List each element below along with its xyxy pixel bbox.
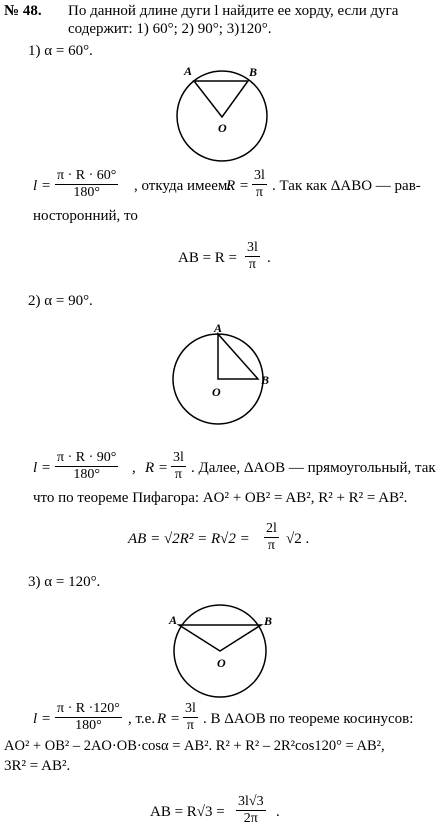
case3-label-b: B [264, 614, 273, 628]
case2-result-den: π [267, 538, 275, 553]
case2-comma: , [132, 460, 136, 476]
case2-result-end: √2 . [286, 531, 310, 547]
case3-frac1-num: π · R ·120° [57, 701, 120, 716]
case3-text2: . В ΔAOB по теореме косинусов: [203, 711, 414, 727]
case1-label-a: A [184, 64, 193, 78]
case1-heading: 1) α = 60°. [28, 43, 93, 59]
case1-r-lhs: R = [226, 178, 250, 194]
case3-fraction-1 [55, 701, 122, 734]
case3-lhs: l = [33, 711, 52, 727]
case3-fraction-2 [183, 701, 198, 734]
case2-label-b: B [261, 373, 270, 387]
case2-frac2-den: π [174, 467, 182, 482]
case1-result-lhs: AB = R = [178, 250, 238, 266]
case2-circle-figure [170, 322, 280, 426]
case3-result-fraction [236, 794, 266, 827]
problem-text-line1: По данной длине дуги l найдите ее хорду, если дуга [68, 3, 399, 19]
case3-line3: 3R² = AB². [4, 758, 71, 774]
case3-r-lhs: R = [157, 711, 181, 727]
case1-fraction-1 [55, 168, 118, 201]
case3-result-num: 3l√3 [238, 794, 264, 809]
case1-result-fraction [245, 240, 260, 273]
case1-text2: . Так как ΔABO — рав- [272, 178, 421, 194]
case1-result-den: π [248, 257, 256, 272]
case2-frac1-den: 180° [73, 467, 100, 482]
case3-line2: AO² + OB² – 2AO·OB·cosα = AB². R² + R² – 2R²cos120° = AB², [4, 738, 385, 754]
case2-line2: что по теореме Пифагора: AO² + OB² = AB², R² + R² = AB². [33, 490, 408, 506]
case3-frac1-den: 180° [75, 718, 102, 733]
case2-heading: 2) α = 90°. [28, 293, 93, 309]
case2-frac1-num: π · R · 90° [57, 450, 117, 465]
case2-fraction-1 [55, 450, 118, 483]
case1-label-o: O [218, 121, 227, 135]
case2-frac2-num: 3l [173, 450, 184, 465]
case3-label-o: O [217, 656, 226, 670]
case1-result-end: . [267, 250, 271, 266]
case2-text1: . Далее, ΔAOB — прямоугольный, так [191, 460, 436, 476]
case3-result-lhs: AB = R√3 = [150, 804, 225, 820]
case1-lhs: l = [33, 178, 52, 194]
case3-frac2-num: 3l [185, 701, 196, 716]
case2-result-num: 2l [266, 521, 277, 536]
case3-frac2-den: π [186, 718, 194, 733]
problem-text-line2: содержит: 1) 60°; 2) 90°; 3)120°. [68, 21, 272, 37]
case3-circle-figure [165, 600, 285, 708]
case2-fraction-2 [171, 450, 186, 483]
case2-r-lhs: R = [145, 460, 169, 476]
case1-frac1-den: 180° [73, 185, 100, 200]
case1-frac2-den: π [255, 185, 263, 200]
case3-label-a: A [169, 613, 178, 627]
case2-result-fraction [264, 521, 279, 554]
case1-line2: носторонний, то [33, 208, 138, 224]
case2-label-o: O [212, 385, 221, 399]
case2-lhs: l = [33, 460, 52, 476]
case1-result-num: 3l [247, 240, 258, 255]
problem-number: № 48. [4, 3, 42, 19]
case3-result-den: 2π [243, 811, 258, 826]
case1-fraction-2 [252, 168, 267, 201]
case1-text1: , откуда имеем: [134, 178, 232, 194]
case3-heading: 3) α = 120°. [28, 574, 101, 590]
case2-label-a: A [214, 322, 223, 335]
case1-frac2-num: 3l [254, 168, 265, 183]
case3-result-end: . [276, 804, 280, 820]
case1-label-b: B [249, 65, 258, 79]
case3-text1: , т.е. [128, 711, 156, 727]
case2-result-lhs: AB = √2R² = R√2 = [128, 531, 250, 547]
case1-circle-figure [170, 64, 280, 168]
case1-frac1-num: π · R · 60° [57, 168, 117, 183]
